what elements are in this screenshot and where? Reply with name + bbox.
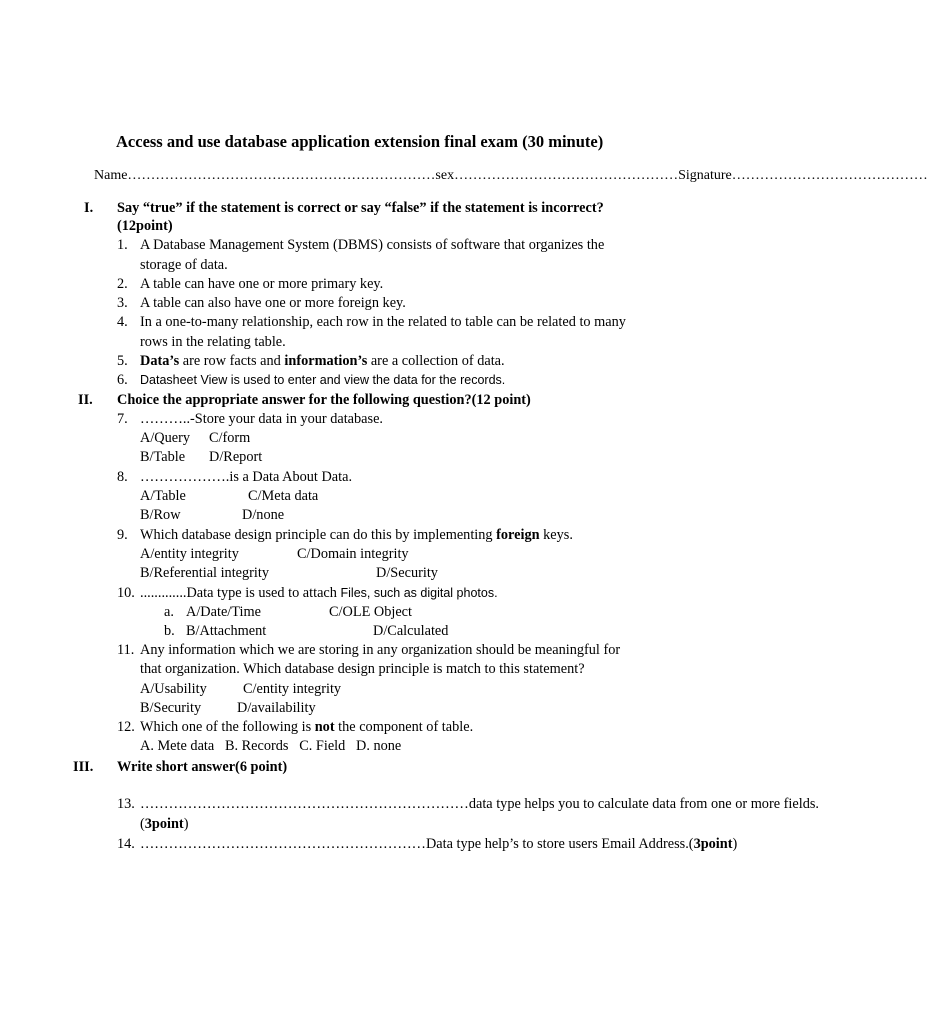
question-10-part: Files, such as digital photos. — [340, 586, 498, 600]
question-10-part: .............Data type is used to attach — [140, 585, 341, 601]
question-12-part: the component of table. — [334, 719, 474, 735]
question-5-part: are a collection of data. — [367, 353, 505, 369]
option: D/none — [242, 507, 285, 523]
question-9-part: Which database design principle can do this by implementing — [140, 527, 497, 543]
question-10-text — [140, 584, 498, 603]
question-7-text: ………..-Store your data in your database. — [140, 411, 383, 427]
section-1-heading-points: (12point) — [117, 218, 173, 234]
bold-term: Data’s — [140, 353, 180, 369]
question-8-text: ……………….is a Data About Data. — [140, 469, 353, 485]
question-number: 14. — [117, 836, 135, 852]
question-number: 11. — [117, 642, 135, 658]
option: D/availability — [237, 700, 316, 716]
section-1-numeral: I. — [84, 200, 94, 216]
question-4-text-cont: rows in the relating table. — [140, 334, 286, 350]
student-info-line: Name…………………………………………………………sex…………………………………………Signature…………………………………… — [94, 168, 928, 183]
option: C/OLE Object — [329, 604, 412, 620]
question-14-part: ) — [732, 836, 738, 852]
option: A/Usability — [140, 681, 207, 697]
option: D/Security — [376, 565, 438, 581]
question-12-options: A. Mete data B. Records C. Field D. none — [140, 738, 402, 754]
question-12-part: Which one of the following is — [140, 719, 315, 735]
option: C/form — [209, 430, 251, 446]
page-title: Access and use database application extension final exam (30 minute) — [116, 132, 604, 151]
section-2-heading: Choice the appropriate answer for the following question?(12 point) — [117, 392, 531, 408]
question-number: 9. — [117, 527, 128, 543]
option: B/Security — [140, 700, 202, 716]
question-number: 3. — [117, 295, 128, 311]
option: B/Attachment — [186, 623, 267, 639]
question-13-text: ……………………………………………………………data type helps you to calculate data from one or more fields. — [140, 796, 819, 812]
paren: ) — [183, 816, 189, 832]
question-9-part: keys. — [539, 527, 573, 543]
bold-term: not — [314, 719, 335, 735]
points-label: 3point — [693, 836, 733, 852]
option: D/Report — [209, 449, 263, 465]
bold-term: information’s — [284, 353, 368, 369]
option: A/entity integrity — [140, 546, 239, 562]
question-number: 12. — [117, 719, 135, 735]
question-number: 5. — [117, 353, 128, 369]
section-3-numeral: III. — [73, 759, 94, 775]
bold-term: foreign — [496, 527, 540, 543]
option: C/entity integrity — [243, 681, 342, 697]
question-11-text: Any information which we are storing in any organization should be meaningful for — [140, 642, 621, 658]
question-13-points — [140, 815, 188, 834]
option: C/Domain integrity — [297, 546, 409, 562]
points-label: 3point — [144, 816, 184, 832]
option: B/Table — [140, 449, 186, 465]
question-number: 10. — [117, 585, 135, 601]
question-number: 8. — [117, 469, 128, 485]
section-2-numeral: II. — [78, 392, 93, 408]
question-number: 4. — [117, 314, 128, 330]
question-14-text — [140, 835, 737, 854]
question-number: 7. — [117, 411, 128, 427]
question-14-part: ……………………………………………………Data type help’s to store users Email Address.( — [140, 836, 694, 852]
question-5-text — [140, 352, 505, 371]
question-number: 2. — [117, 276, 128, 292]
option: B/Row — [140, 507, 181, 523]
option: A/Table — [140, 488, 186, 504]
question-number: 13. — [117, 796, 135, 812]
option: D/Calculated — [373, 623, 449, 639]
question-number: 1. — [117, 237, 128, 253]
question-11-text-cont: that organization. Which database design principle is match to this statement? — [140, 661, 585, 677]
section-1-heading: Say “true” if the statement is correct or say “false” if the statement is incorrect? — [117, 200, 604, 216]
question-2-text: A table can have one or more primary key. — [140, 276, 384, 292]
option: C/Meta data — [248, 488, 319, 504]
sub-letter: a. — [164, 604, 174, 620]
question-9-text — [140, 526, 573, 545]
option: B/Referential integrity — [140, 565, 270, 581]
question-1-text: A Database Management System (DBMS) consists of software that organizes the — [140, 237, 605, 253]
question-6-text: Datasheet View is used to enter and view the data for the records. — [140, 373, 506, 387]
sub-letter: b. — [164, 623, 175, 639]
option: A/Query — [140, 430, 191, 446]
paren: ( — [140, 816, 145, 832]
question-5-part: are row facts and — [179, 353, 285, 369]
question-4-text: In a one-to-many relationship, each row in the related to table can be related to many — [140, 314, 626, 330]
question-3-text: A table can also have one or more foreign key. — [140, 295, 406, 311]
question-1-text-cont: storage of data. — [140, 257, 228, 273]
section-3-heading: Write short answer(6 point) — [117, 759, 288, 775]
question-number: 6. — [117, 372, 128, 388]
option: A/Date/Time — [186, 604, 261, 620]
question-12-text — [140, 718, 473, 737]
